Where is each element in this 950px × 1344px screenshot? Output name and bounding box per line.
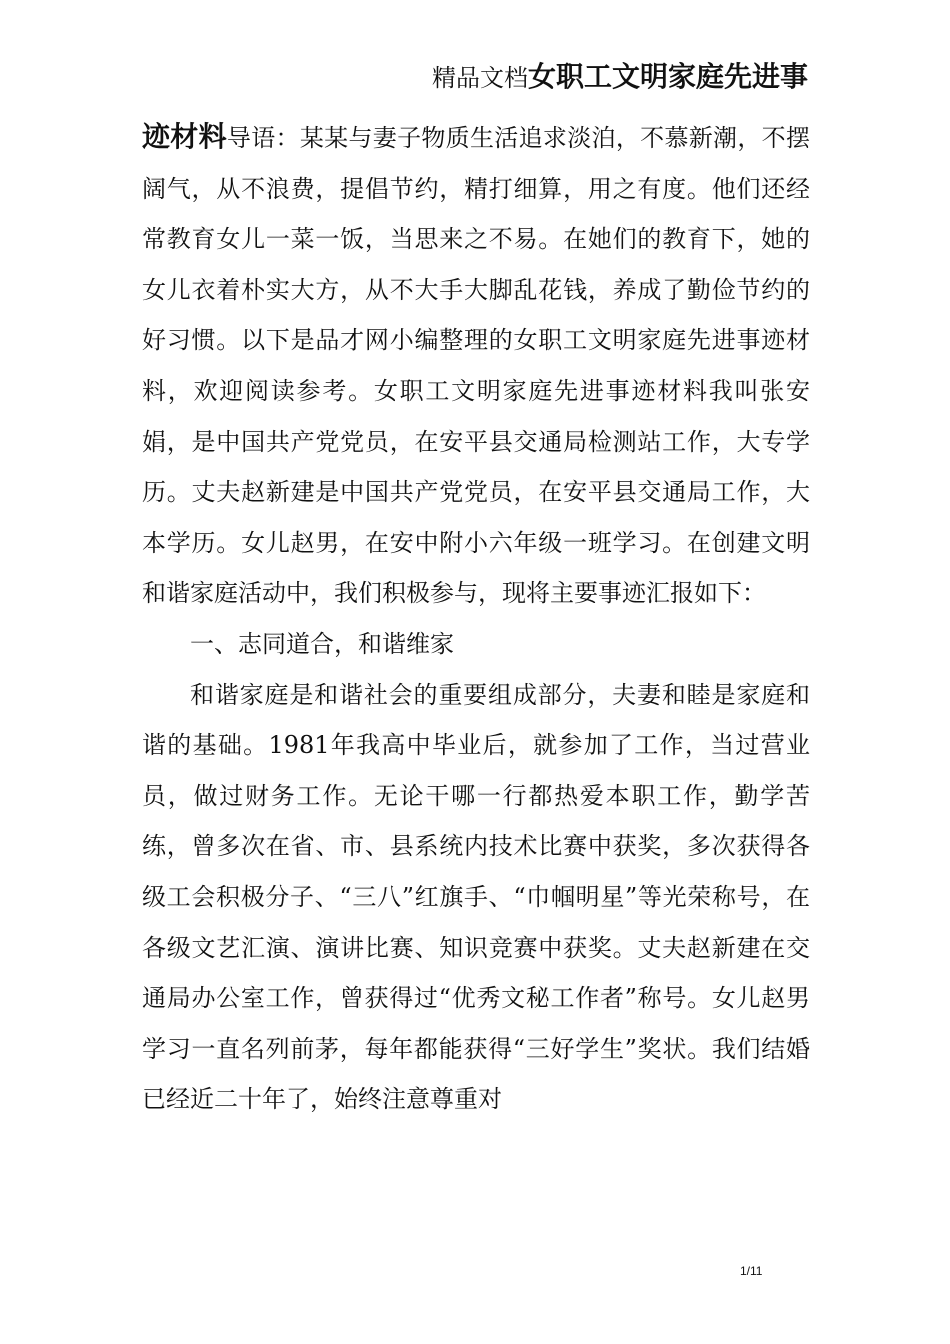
doc-label: 精品文档	[431, 64, 528, 92]
intro-paragraph	[142, 112, 810, 619]
body-paragraph: 和谐家庭是和谐社会的重要组成部分，夫妻和睦是家庭和谐的基础。1981年我高中毕业后，就参加了工作，当过营业员，做过财务工作。无论干哪一行都热爱本职工作，勤学苦练，曾多次在省、市、县系统内技术比赛中获奖，多次获得各级工会积极分子、“三八”红旗手、“巾帼明星”等光荣称号，在各级文艺汇演、演讲比赛、知识竞赛中获奖。丈夫赵新建在交通局办公室工作，曾获得过“优秀文秘工作者”称号。女儿赵男学习一直名列前茅，每年都能获得“三好学生”奖状。我们结婚已经近二十年了，始终注意尊重对	[142, 680, 810, 1114]
document-title: 女职工文明家庭先进事	[527, 60, 808, 93]
document-body	[142, 112, 810, 1125]
section-heading: 一、志同道合，和谐维家	[190, 629, 454, 658]
document-title-continued: 迹材料	[142, 120, 227, 153]
page-number: 1/11	[740, 1264, 763, 1278]
intro-text: 导语：某某与妻子物质生活追求淡泊，不慕新潮，不摆阔气，从不浪费，提倡节约，精打细算，用之有度。他们还经常教育女儿一菜一饭，当思来之不易。在她们的教育下，她的女儿衣着朴实大方，从不大手大脚乱花钱，养成了勤俭节约的好习惯。以下是品才网小编整理的女职工文明家庭先进事迹材料，欢迎阅读参考。女职工文明家庭先进事迹材料我叫张安娟，是中国共产党党员，在安平县交通局检测站工作，大专学历。丈夫赵新建是中国共产党党员，在安平县交通局工作，大本学历。女儿赵男，在安中附小六年级一班学习。在创建文明和谐家庭活动中，我们积极参与，现将主要事迹汇报如下：	[142, 124, 810, 608]
title-line	[432, 60, 808, 95]
